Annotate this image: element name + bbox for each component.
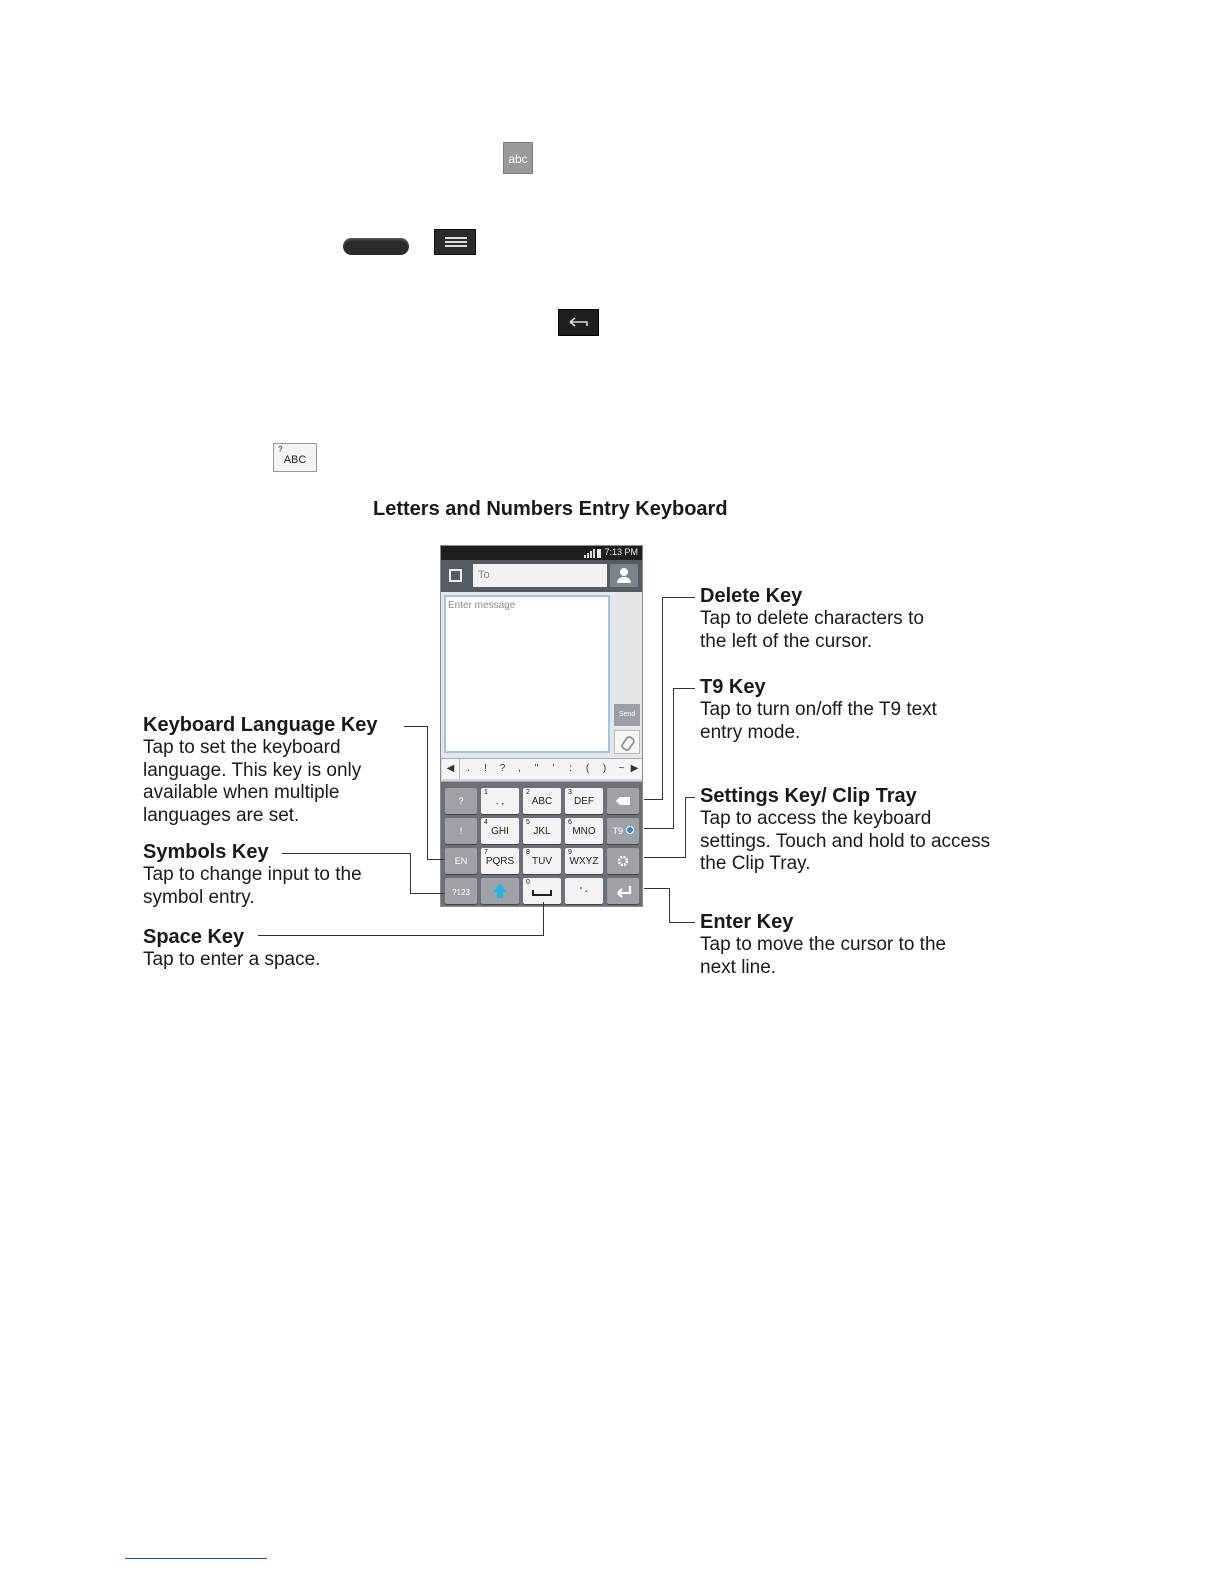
symbol-key[interactable]: ) [596, 759, 614, 779]
phone-screenshot [440, 545, 643, 907]
space-key[interactable] [523, 878, 561, 904]
menu-key-icon [434, 229, 476, 255]
t9-label: T9 [612, 826, 623, 836]
grid-icon[interactable] [449, 569, 462, 582]
enter-arrow-icon [607, 878, 639, 904]
symbols-leader-line [410, 893, 444, 894]
callout-text: language. This key is only [143, 759, 362, 781]
delete-leader-line [662, 597, 695, 598]
symbol-key[interactable]: : [562, 759, 580, 779]
abc-key-icon: abc [503, 142, 533, 174]
callout-text: Tap to move the cursor to the [700, 934, 947, 955]
symbol-row [441, 758, 642, 782]
symbol-key[interactable]: ~ [613, 759, 631, 779]
symbol-key[interactable]: ' [545, 759, 563, 779]
footnote-rule [125, 1558, 267, 1559]
t9-key[interactable] [607, 818, 639, 844]
key-number: 2 [526, 789, 530, 796]
key-number: 1 [484, 789, 488, 796]
language-leader-line [427, 726, 428, 860]
signal-icon [584, 548, 602, 558]
delete-leader-line [662, 597, 663, 800]
message-header [441, 560, 642, 592]
shift-arrow-icon [481, 878, 519, 904]
key-label: MNO [572, 826, 596, 837]
abc-mode-key-icon [273, 443, 317, 472]
key-number: 3 [568, 789, 572, 796]
language-leader-line [404, 726, 428, 727]
key-number: 4 [484, 819, 488, 826]
language-leader-line [427, 859, 444, 860]
symbols-leader-line [410, 853, 411, 894]
exclamation-key[interactable]: ! [445, 818, 477, 844]
callout-t9-key [700, 676, 937, 744]
figure-title: Letters and Numbers Entry Keyboard [373, 498, 728, 520]
space-icon [523, 878, 561, 904]
back-key-icon [558, 309, 599, 336]
callout-title: Symbols Key [143, 841, 269, 863]
symbol-key[interactable]: ? [494, 759, 512, 779]
t9-indicator-icon [626, 826, 634, 834]
callout-text: symbol entry. [143, 886, 255, 908]
enter-leader-line [669, 922, 695, 923]
callout-title: T9 Key [700, 676, 766, 698]
symbol-key[interactable]: , [511, 759, 529, 779]
callout-delete-key [700, 585, 924, 653]
callout-text: Tap to turn on/off the T9 text [700, 699, 937, 720]
key-label: DEF [574, 796, 594, 807]
key-number: 9 [568, 849, 572, 856]
settings-key[interactable] [607, 848, 639, 874]
callout-title: Settings Key/ Clip Tray [700, 785, 917, 807]
callout-title: Space Key [143, 926, 245, 948]
symbol-key[interactable]: . [460, 759, 478, 779]
status-time: 7:13 PM [604, 547, 638, 557]
status-bar [441, 546, 642, 560]
settings-leader-line [685, 797, 695, 798]
key-7[interactable] [481, 848, 519, 874]
settings-leader-line [685, 797, 686, 858]
t9-leader-line [673, 688, 674, 829]
symbol-key[interactable]: ◀ [442, 759, 460, 779]
symbol-key[interactable]: ( [579, 759, 597, 779]
t9-leader-line [644, 828, 674, 829]
callout-language-key [143, 714, 378, 827]
symbol-key[interactable]: ▶ [626, 759, 643, 779]
callout-text: available when multiple [143, 782, 340, 803]
callout-text: next line. [700, 956, 777, 978]
callout-text: Tap to set the keyboard [143, 737, 341, 758]
key-number: 6 [568, 819, 572, 826]
callout-symbols-key [143, 841, 362, 909]
key-number: 7 [484, 849, 488, 856]
symbol-key[interactable]: " [528, 759, 546, 779]
key-label: GHI [491, 826, 509, 837]
key-label: ABC [531, 796, 553, 807]
send-button[interactable]: Send [614, 704, 640, 726]
keyboard [441, 782, 642, 907]
t9-leader-line [673, 688, 695, 689]
home-key-icon [343, 238, 409, 255]
callout-enter-key [700, 911, 946, 979]
callout-settings-key [700, 785, 990, 876]
key-number: 5 [526, 819, 530, 826]
callout-title: Keyboard Language Key [143, 714, 378, 736]
enter-leader-line [669, 888, 670, 923]
abc-mode-label: ABC [283, 454, 307, 466]
callout-space-key [143, 926, 320, 972]
enter-leader-line [644, 888, 670, 889]
question-key[interactable]: ? [445, 788, 477, 814]
attach-icon[interactable] [614, 730, 640, 754]
callout-title: Enter Key [700, 911, 794, 933]
callout-text: entry mode. [700, 721, 801, 743]
callout-text: Tap to access the keyboard [700, 808, 932, 829]
gear-icon [607, 848, 639, 874]
shift-key[interactable] [481, 878, 519, 904]
delete-leader-line [644, 799, 663, 800]
delete-key[interactable] [607, 788, 639, 814]
key-number: 8 [526, 849, 530, 856]
enter-key[interactable] [607, 878, 639, 904]
callout-text: Tap to delete characters to [700, 608, 924, 629]
symbols-key[interactable]: ?123 [445, 878, 477, 904]
language-key[interactable]: EN [445, 848, 477, 874]
key-label: WXYZ [569, 856, 599, 867]
settings-leader-line [644, 857, 686, 858]
apostrophe-key[interactable]: ' - [565, 878, 603, 904]
symbol-key[interactable]: ! [477, 759, 495, 779]
to-input[interactable]: To [473, 564, 607, 587]
callout-text: languages are set. [143, 804, 300, 826]
key-label: JKL [533, 826, 551, 837]
key-label: . , [495, 796, 505, 807]
delete-icon [607, 788, 639, 814]
key-label: TUV [532, 856, 552, 867]
callout-text: the Clip Tray. [700, 853, 811, 874]
key-label: PQRS [485, 856, 515, 867]
callout-title: Delete Key [700, 585, 803, 607]
abc-mode-number: ? [278, 445, 283, 454]
contact-icon[interactable] [610, 564, 638, 587]
callout-text: Tap to enter a space. [143, 949, 321, 970]
space-leader-line [543, 902, 544, 936]
callout-text: Tap to change input to the [143, 864, 362, 885]
key-9[interactable] [565, 848, 603, 874]
callout-text: the left of the cursor. [700, 630, 873, 652]
message-input[interactable]: Enter message [444, 595, 610, 753]
key-number: 0 [526, 879, 530, 886]
callout-text: settings. Touch and hold to access [700, 830, 991, 852]
